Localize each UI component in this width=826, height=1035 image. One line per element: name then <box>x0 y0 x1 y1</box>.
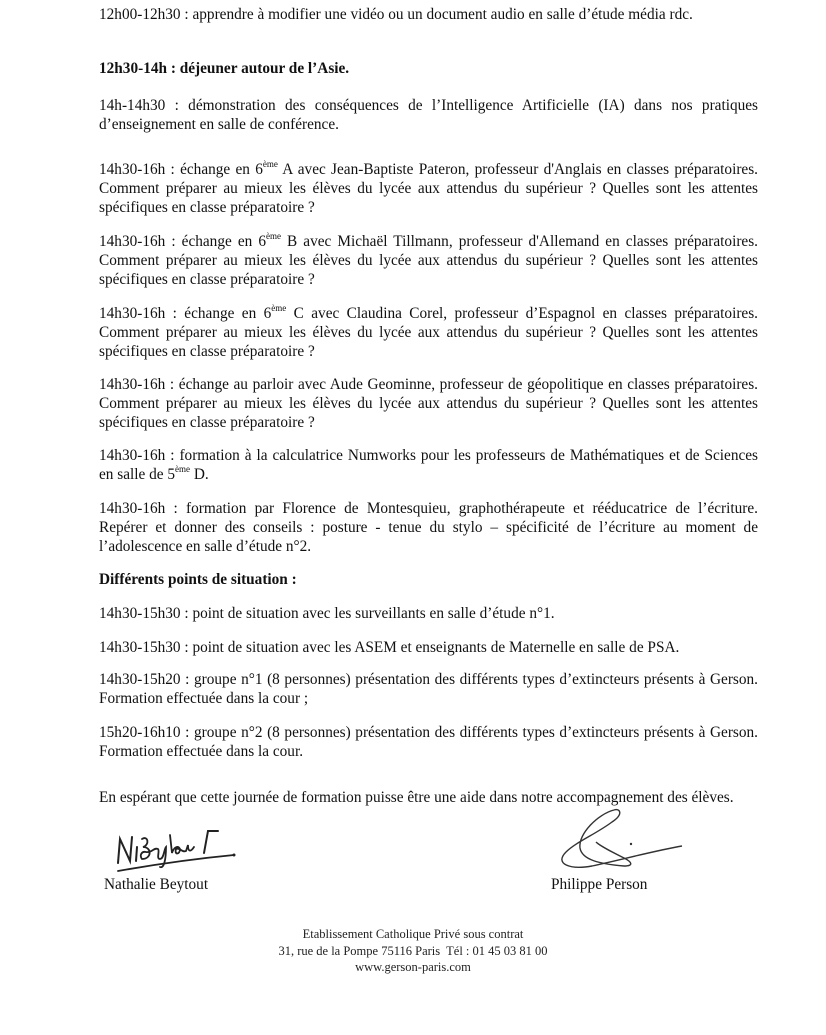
signatory-name-left: Nathalie Beytout <box>104 876 209 893</box>
schedule-item-ai-demo: 14h-14h30 : démonstration des conséquences de l’Intelligence Artificielle (IA) dans nos pratiques d’enseignement en salle de conférence. <box>99 97 758 133</box>
schedule-item-german: 14h30-16h : échange en 6ème B avec Michaël Tillmann, professeur d'Allemand en classes préparatoires. Comment préparer au mieux les élèves du lycée aux attendus du supérieur ? Quelles sont les attentes spécifiques en classe préparatoire ? <box>99 231 758 288</box>
signatory-name-right: Philippe Person <box>551 876 648 893</box>
schedule-item-numworks: 14h30-16h : formation à la calculatrice Numworks pour les professeurs de Mathématiques et de Sciences en salle de 5ème D. <box>99 447 758 483</box>
section-heading-situation: Différents points de situation : <box>99 571 297 588</box>
footer-institution: Etablissement Catholique Privé sous contrat <box>302 927 524 941</box>
closing-paragraph: En espérant que cette journée de formation puisse être une aide dans notre accompagnement des élèves. <box>99 789 734 806</box>
footer-website-link[interactable]: www.gerson-paris.com <box>355 960 471 974</box>
situation-item-extinguisher-group1: 14h30-15h20 : groupe n°1 (8 personnes) présentation des différents types d’extincteurs présents à Gerson. Formation effectuée dans la cour ; <box>99 671 758 707</box>
schedule-item-spanish: 14h30-16h : échange en 6ème C avec Claudina Corel, professeur d’Espagnol en classes préparatoires. Comment préparer au mieux les élèves du lycée aux attendus du supérieur ? Quelles sont les attentes spécifiques en classe préparatoire ? <box>99 303 758 360</box>
schedule-item-lunch: 12h30-14h : déjeuner autour de l’Asie. <box>99 60 350 77</box>
footer <box>0 926 826 976</box>
signature-person <box>540 806 690 876</box>
footer-address-phone: 31, rue de la Pompe 75116 Paris Tél : 01 45 03 81 00 <box>278 943 548 958</box>
schedule-item-handwriting: 14h30-16h : formation par Florence de Montesquieu, graphothérapeute et rééducatrice de l’écriture. Repérer et donner des conseils : posture - tenue du stylo – spécificité de l’écriture au moment de l’adolescence en salle d’étude n°2. <box>99 500 758 555</box>
situation-item-extinguisher-group2: 15h20-16h10 : groupe n°2 (8 personnes) présentation des différents types d’extincteurs présents à Gerson. Formation effectuée dans la cour. <box>99 724 758 760</box>
schedule-item-media: 12h00-12h30 : apprendre à modifier une vidéo ou un document audio en salle d’étude média rdc. <box>99 6 693 23</box>
situation-item-supervisors: 14h30-15h30 : point de situation avec les surveillants en salle d’étude n°1. <box>99 605 555 622</box>
signature-beytout <box>112 825 242 875</box>
schedule-item-geopolitics: 14h30-16h : échange au parloir avec Aude Geominne, professeur de géopolitique en classes préparatoires. Comment préparer au mieux les élèves du lycée aux attendus du supérieur ? Quelles sont les attentes spécifiques en classe préparatoire ? <box>99 376 758 431</box>
schedule-item-english: 14h30-16h : échange en 6ème A avec Jean-Baptiste Pateron, professeur d'Anglais en classes préparatoires. Comment préparer au mieux les élèves du lycée aux attendus du supérieur ? Quelles sont les attentes spécifiques en classe préparatoire ? <box>99 159 758 216</box>
situation-item-asem: 14h30-15h30 : point de situation avec les ASEM et enseignants de Maternelle en salle de PSA. <box>99 639 680 656</box>
